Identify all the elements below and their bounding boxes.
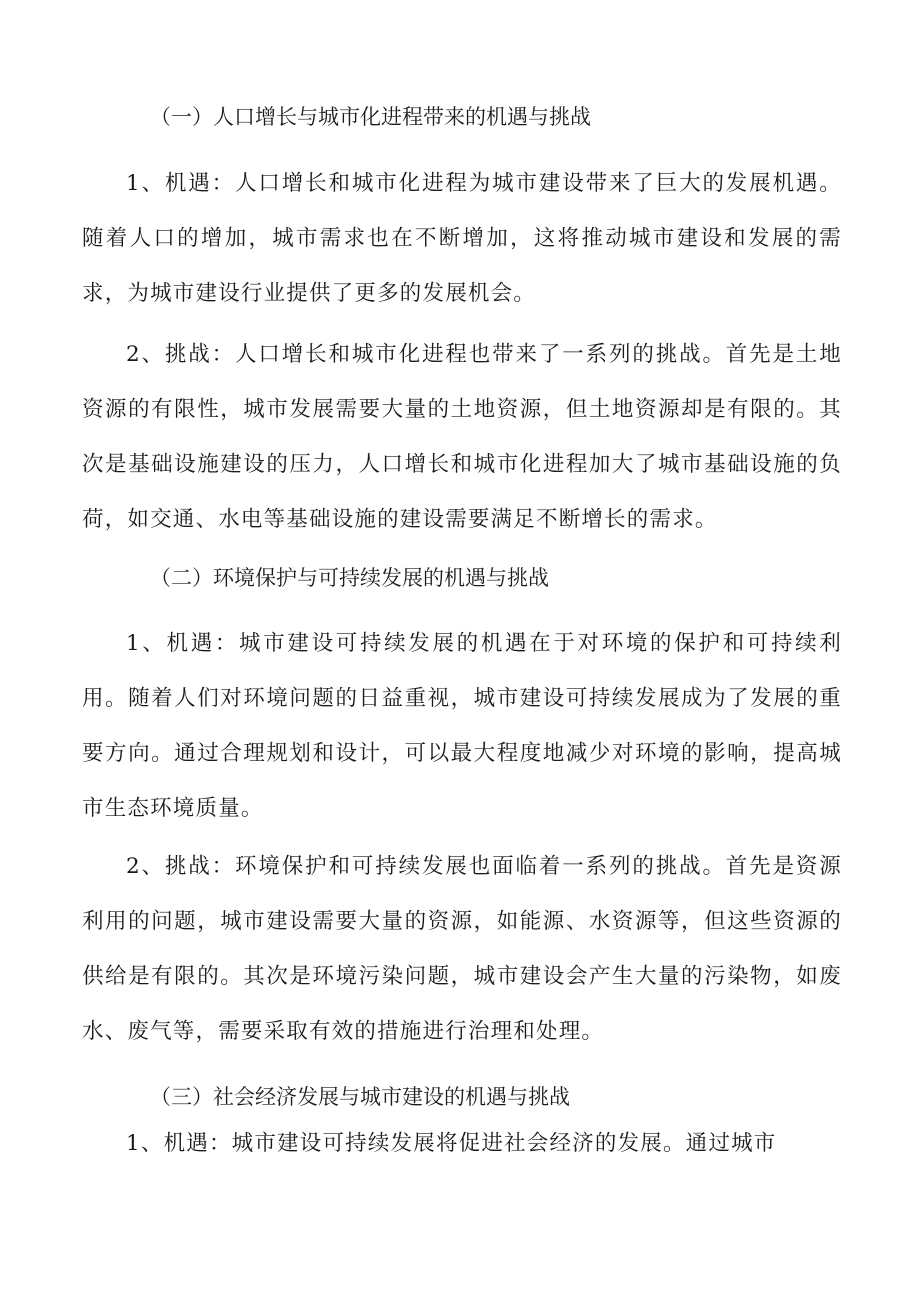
section-heading-1: （一）人口增长与城市化进程带来的机遇与挑战 — [150, 105, 591, 129]
paragraph-2-2: 2、挑战：环境保护和可持续发展也面临着一系列的挑战。首先是资源利用的问题，城市建设需要大量的资源，如能源、水资源等，但这些资源的供给是有限的。其次是环境污染问题，城市建设会产生大量的污染物，如废水、废气等，需要采取有效的措施进行治理和处理。 — [82, 854, 842, 1044]
paragraph-1-1: 1、机遇：人口增长和城市化进程为城市建设带来了巨大的发展机遇。随着人口的增加，城市需求也在不断增加，这将推动城市建设和发展的需求，为城市建设行业提供了更多的发展机会。 — [82, 171, 842, 306]
paragraph-1-2: 2、挑战：人口增长和城市化进程也带来了一系列的挑战。首先是土地资源的有限性，城市发展需要大量的土地资源，但土地资源却是有限的。其次是基础设施建设的压力，人口增长和城市化进程加大了城市基础设施的负荷，如交通、水电等基础设施的建设需要满足不断增长的需求。 — [82, 342, 842, 532]
paragraph-3-1: 1、机遇：城市建设可持续发展将促进社会经济的发展。通过城市 — [126, 1131, 777, 1156]
section-heading-2: （二）环境保护与可持续发展的机遇与挑战 — [150, 566, 549, 590]
paragraph-2-1: 1、机遇：城市建设可持续发展的机遇在于对环境的保护和可持续利用。随着人们对环境问题的日益重视，城市建设可持续发展成为了发展的重要方向。通过合理规划和设计，可以最大程度地减少对环境的影响，提高城市生态环境质量。 — [82, 631, 842, 821]
section-heading-3: （三）社会经济发展与城市建设的机遇与挑战 — [150, 1085, 570, 1109]
